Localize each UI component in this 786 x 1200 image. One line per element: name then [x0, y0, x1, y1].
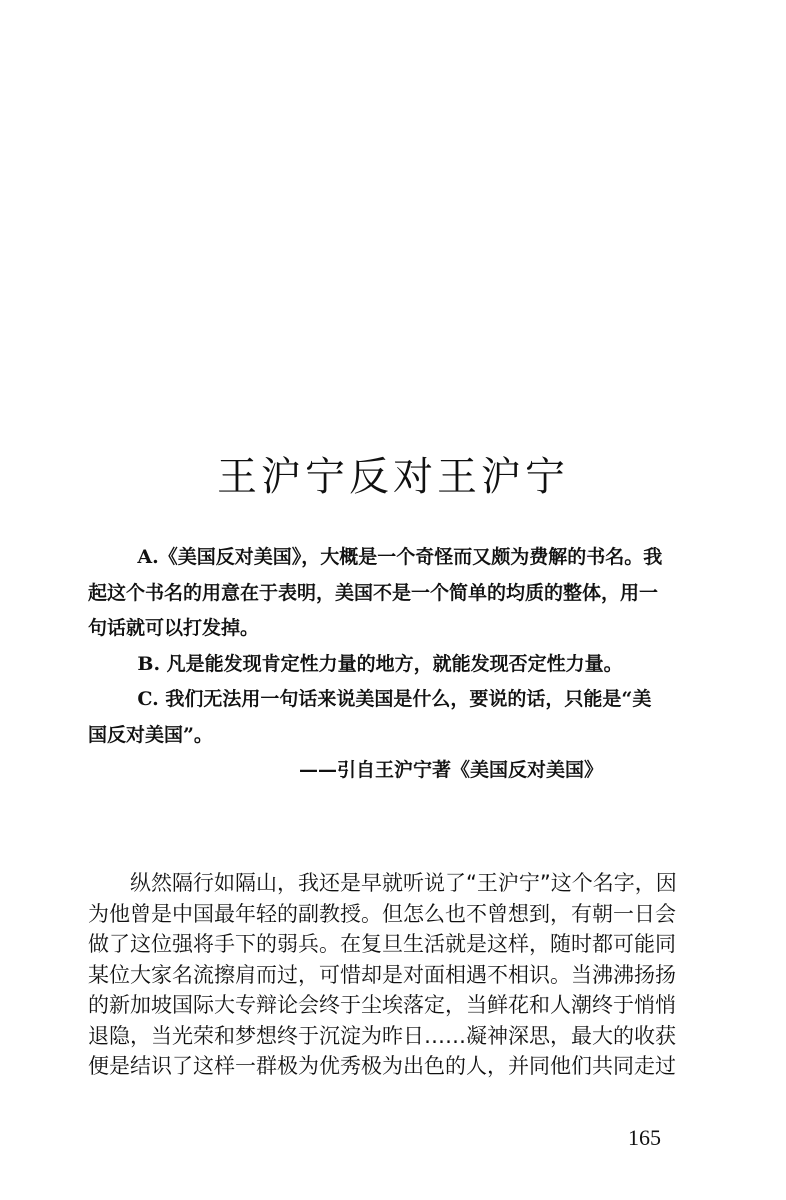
epigraph — [88, 540, 663, 789]
page-number: 165 — [628, 1125, 661, 1150]
chapter-title: 王沪宁反对王沪宁 — [217, 453, 569, 500]
body-text — [88, 868, 692, 1082]
epigraph-attribution: ——引自王沪宁著《美国反对美国》 — [298, 759, 603, 781]
epigraph-paragraph-b: B. 凡是能发现肯定性力量的地方，就能发现否定性力量。 — [137, 652, 623, 675]
body-paragraph: 纵然隔行如隔山，我还是早就听说了“王沪宁”这个名字，因为他曾是中国最年轻的副教授。但怎么也不曾想到，有朝一日会做了这位强将手下的弱兵。在复旦生活就是这样，随时都可能同某位大家名流擦肩而过，可惜却是对面相遇不相识。当沸沸扬扬的新加坡国际大专辩论会终于尘埃落定，当鲜花和人潮终于悄悄退隐，当光荣和梦想终于沉淀为昨日……凝神深思，最大的收获便是结识了这样一群极为优秀极为出色的人，并同他们共同走过 — [88, 871, 677, 1078]
epigraph-paragraph-c: C. 我们无法用一句话来说美国是什么，要说的话，只能是“美国反对美国”。 — [88, 688, 652, 746]
epigraph-paragraph-a: A.《美国反对美国》，大概是一个奇怪而又颇为费解的书名。我起这个书名的用意在于表明，美国不是一个简单的均质的整体，用一句话就可以打发掉。 — [88, 546, 663, 639]
